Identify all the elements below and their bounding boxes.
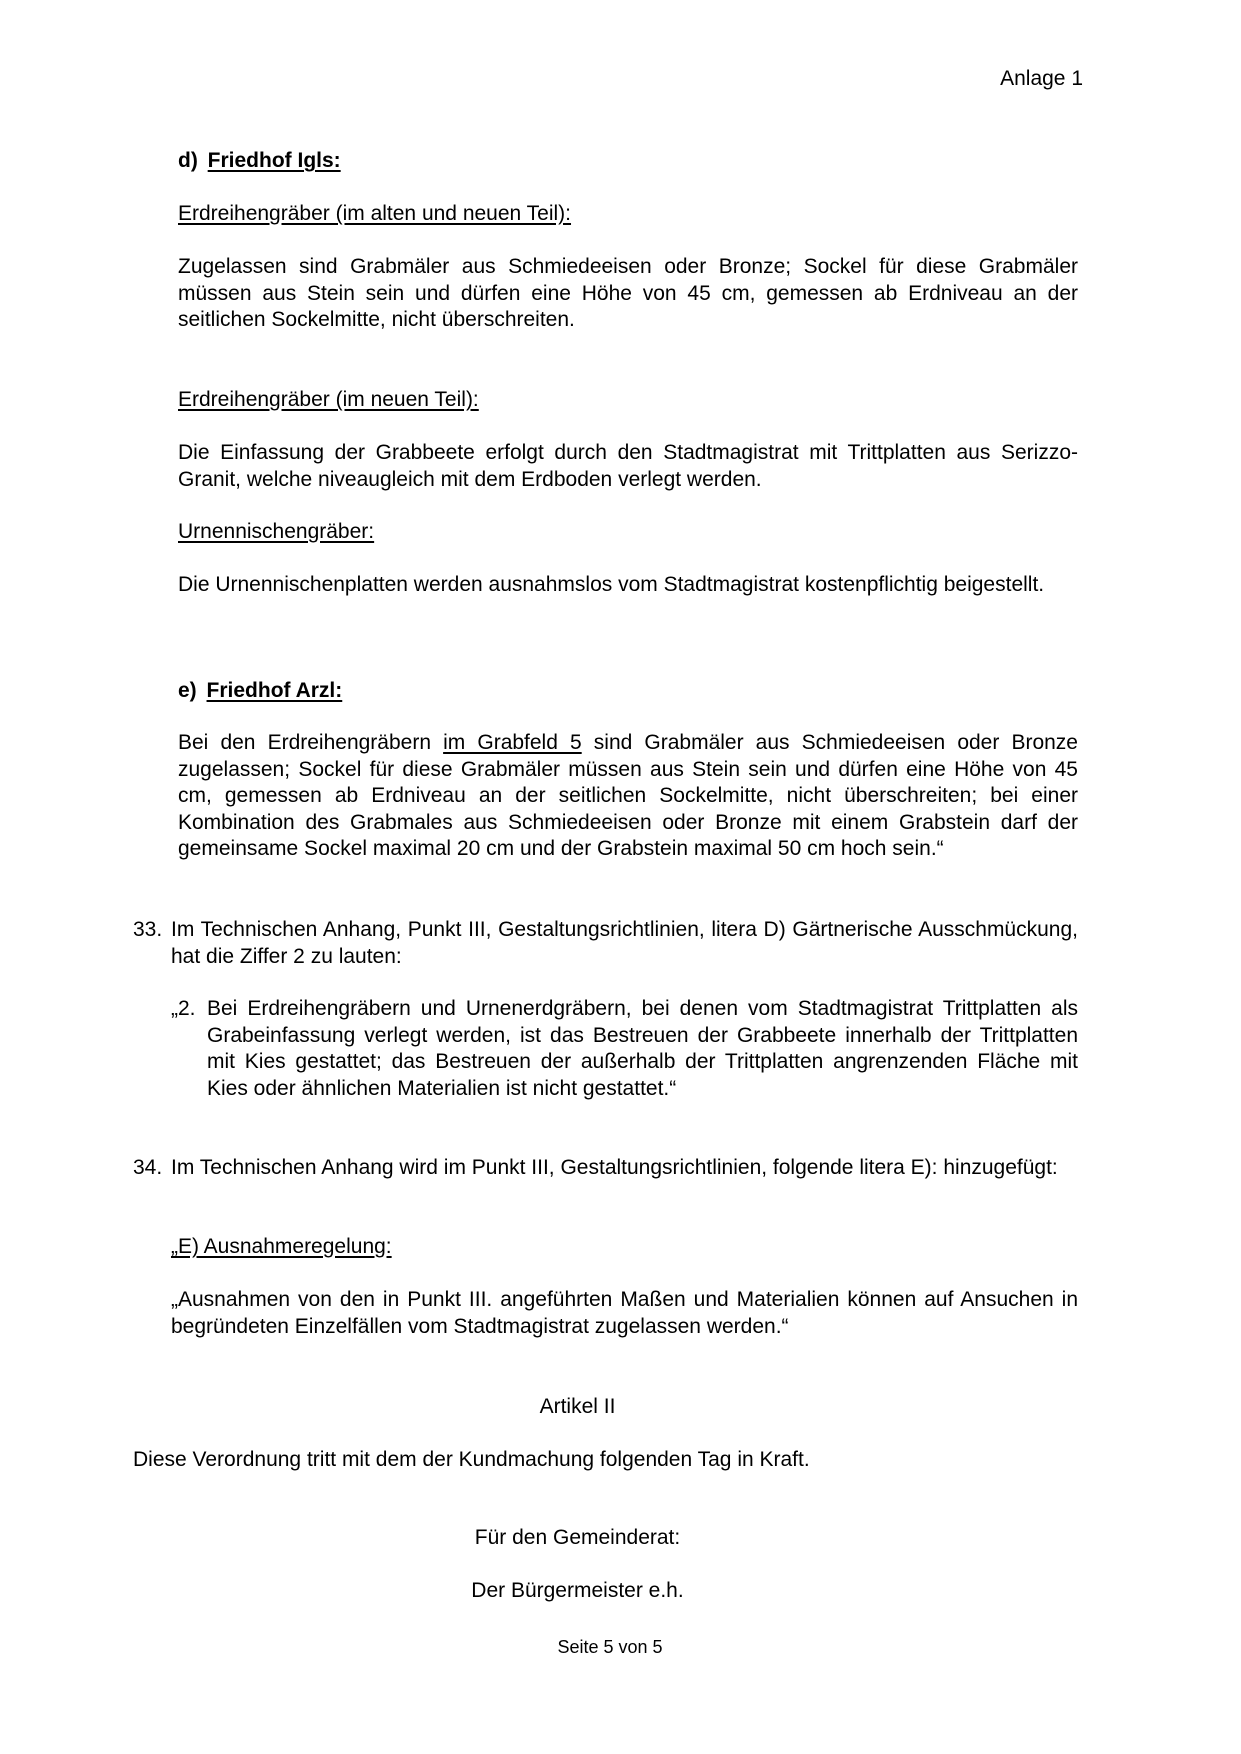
section-d-sub2-text: Die Einfassung der Grabbeete erfolgt durch den Stadtmagistrat mit Trittplatten aus Serizzo-Granit, welche niveaugleich mit dem Erdboden verlegt werden. bbox=[178, 441, 1078, 491]
item-33-number: 33. bbox=[133, 918, 163, 941]
item-34-text: Im Technischen Anhang wird im Punkt III, Gestaltungsrichtlinien, folgende litera E): hinzugefügt: bbox=[171, 1156, 1058, 1179]
signature-line-1: Für den Gemeinderat: bbox=[474, 1526, 681, 1549]
section-e-letter: e) bbox=[178, 679, 197, 702]
section-e-text bbox=[178, 730, 1078, 863]
section-d-sub1-heading: Erdreihengräber (im alten und neuen Teil): bbox=[178, 202, 572, 225]
item-33 bbox=[133, 917, 1078, 970]
item-34-sub-heading: „E) Ausnahmeregelung: bbox=[171, 1235, 392, 1258]
section-e-heading bbox=[178, 678, 342, 704]
section-e-title: Friedhof Arzl: bbox=[206, 679, 343, 702]
section-e-text-start: Bei den Erdreihengräbern bbox=[178, 731, 444, 754]
section-e-text-underlined: im Grabfeld 5 bbox=[443, 731, 582, 754]
item-33-text: Im Technischen Anhang, Punkt III, Gestaltungsrichtlinien, litera D) Gärtnerische Ausschmückung, hat die Ziffer 2 zu lauten: bbox=[171, 918, 1078, 968]
item-34-number: 34. bbox=[133, 1156, 163, 1179]
section-d-sub2-heading: Erdreihengräber (im neuen Teil): bbox=[178, 388, 479, 411]
section-d-sub3-heading: Urnennischengräber: bbox=[178, 520, 375, 543]
section-d-title: Friedhof Igls: bbox=[207, 149, 341, 172]
section-d-sub1-text: Zugelassen sind Grabmäler aus Schmiedeeisen oder Bronze; Sockel für diese Grabmäler müssen aus Stein sein und dürfen eine Höhe von 45 cm, gemessen ab Erdniveau an der seitlichen Sockelmitte, nicht überschreiten. bbox=[178, 255, 1078, 332]
article-2-title: Artikel II bbox=[539, 1395, 616, 1418]
item-33-quote bbox=[171, 996, 1078, 1102]
page-number: Seite 5 von 5 bbox=[557, 1637, 663, 1657]
item-33-quote-number: „2. bbox=[171, 997, 196, 1020]
item-33-quote-text: Bei Erdreihengräbern und Urnenerdgräbern, bei denen vom Stadtmagistrat Trittplatten als Grabeinfassung verlegt werden, ist das Bestreuen der Grabbeete innerhalb der Trittplatten mit Kies gestattet; das Bestreuen der außerhalb der Trittplatten angrenzenden Fläche mit Kies oder ähnlichen Materialien ist nicht gestattet.“ bbox=[207, 997, 1078, 1100]
annex-label: Anlage 1 bbox=[1000, 67, 1083, 90]
section-d-heading bbox=[178, 148, 341, 174]
section-d-sub3-text: Die Urnennischenplatten werden ausnahmslos vom Stadtmagistrat kostenpflichtig beigestellt. bbox=[178, 573, 1045, 596]
item-34-sub-text: „Ausnahmen von den in Punkt III. angeführten Maßen und Materialien können auf Ansuchen in begründeten Einzelfällen vom Stadtmagistrat zugelassen werden.“ bbox=[171, 1288, 1078, 1338]
article-2-text: Diese Verordnung tritt mit dem der Kundmachung folgenden Tag in Kraft. bbox=[133, 1448, 810, 1471]
signature-line-2: Der Bürgermeister e.h. bbox=[471, 1579, 684, 1602]
item-34 bbox=[133, 1155, 1078, 1182]
section-d-letter: d) bbox=[178, 149, 198, 172]
section-e-text-end: sind Grabmäler aus Schmiedeeisen oder Bronze zugelassen; Sockel für diese Grabmäler müssen aus Stein sein und dürfen eine Höhe von 45 cm, gemessen ab Erdniveau an der seitlichen Sockelmitte, nicht überschreiten; bei einer Kombination des Grabmales aus Schmiedeeisen oder Bronze mit einem Grabstein darf der gemeinsame Sockel maximal 20 cm und der Grabstein maximal 50 cm hoch sein.“ bbox=[178, 731, 1078, 861]
